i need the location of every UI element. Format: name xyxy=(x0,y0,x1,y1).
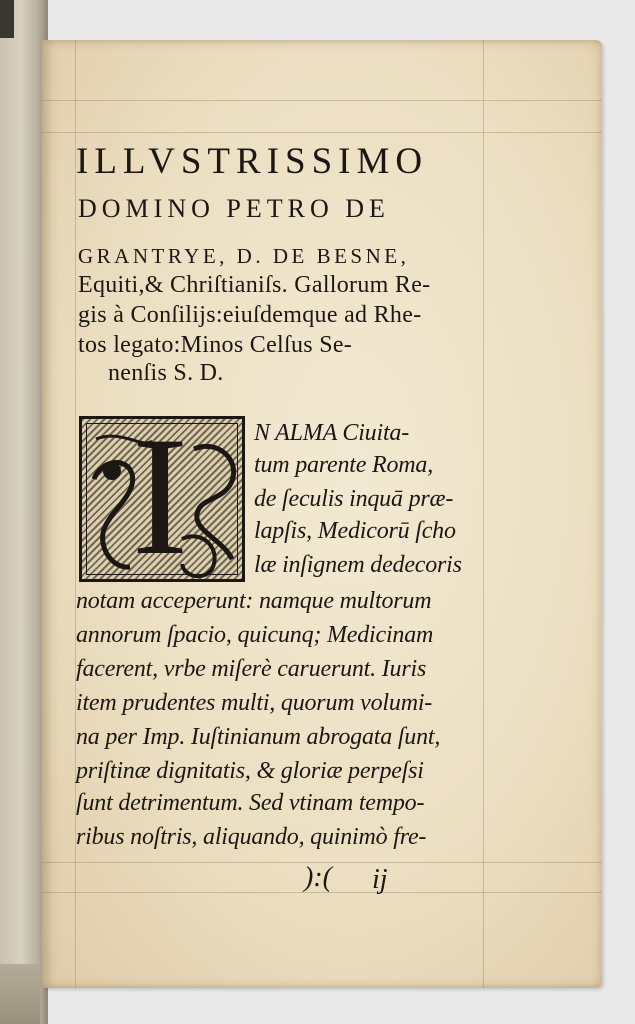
ruled-line xyxy=(42,100,602,101)
body-line: ribus noſtris, aliquando, quinimò fre- xyxy=(76,824,427,850)
body-line: item prudentes multi, quorum volumi- xyxy=(76,690,433,716)
initial-letter: I xyxy=(131,416,189,582)
dedication-line: nenſis S. D. xyxy=(108,360,224,386)
heading-line-1: ILLVSTRISSIMO xyxy=(76,141,429,182)
body-line: lapſis, Medicorū ſcho xyxy=(254,518,456,544)
ruled-line xyxy=(483,40,484,988)
signature-number: ij xyxy=(372,864,388,895)
dedication-line: Equiti,& Chriſtianiſs. Gallorum Re- xyxy=(78,272,431,298)
dedication-line: tos legato:Minos Celſus Se- xyxy=(78,332,353,358)
ornamental-initial-icon xyxy=(79,416,245,582)
body-line: de ſeculis inquā præ- xyxy=(254,486,454,512)
book-spine xyxy=(0,0,48,1024)
body-line: priſtinæ dignitatis, & gloriæ perpeſsi xyxy=(76,758,424,784)
body-line: annorum ſpacio, quicunq; Medicinam xyxy=(76,622,434,648)
body-line: ſunt detrimentum. Sed vtinam tempo- xyxy=(76,790,425,816)
spine-headband xyxy=(0,0,14,38)
body-line: na per Imp. Iuſtinianum abrogata ſunt, xyxy=(76,724,441,750)
spine-tail xyxy=(0,964,40,1024)
signature-mark: ):( xyxy=(304,862,332,893)
body-line: N ALMA Ciuita- xyxy=(254,420,410,446)
body-line: notam acceperunt: namque multorum xyxy=(76,588,432,614)
body-line: tum parente Roma, xyxy=(254,452,434,478)
heading-line-2: DOMINO PETRO DE xyxy=(78,194,390,223)
body-line: facerent, vrbe miſerè caruerunt. Iuris xyxy=(76,656,427,682)
dedication-line: gis à Conſilijs:eiuſdemque ad Rhe- xyxy=(78,302,422,328)
heading-line-3: GRANTRYE, D. DE BESNE, xyxy=(78,244,410,268)
ruled-line xyxy=(42,132,602,133)
body-line: læ inſignem dedecoris xyxy=(254,552,462,578)
